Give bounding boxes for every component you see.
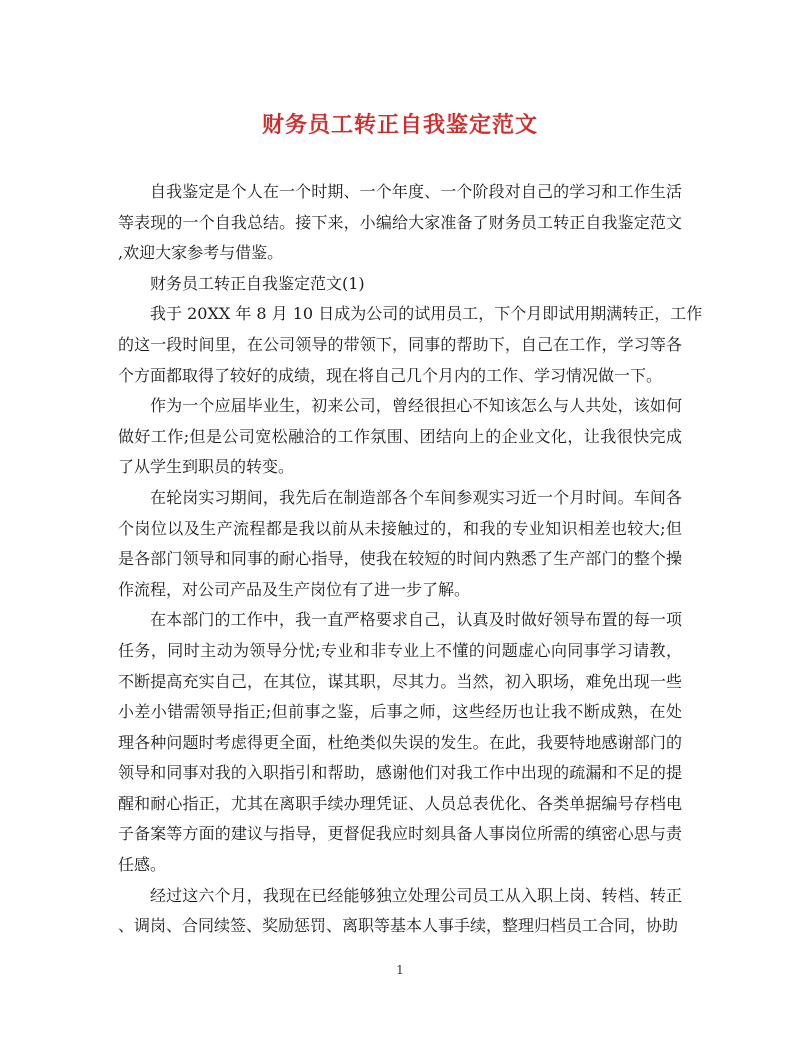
paragraph xyxy=(118,391,682,483)
text-line: 子备案等方面的建议与指导，更督促我应时刻具备人事岗位所需的缜密心思与责 xyxy=(118,824,682,844)
text-line: ,欢迎大家参考与借鉴。 xyxy=(118,243,284,263)
text-line: 领导和同事对我的入职指引和帮助，感谢他们对我工作中出现的疏漏和不足的提 xyxy=(118,763,682,783)
text-line: 作为一个应届毕业生，初来公司，曾经很担心不知该怎么与人共处，该如何 xyxy=(150,396,682,416)
text-line: 、调岗、合同续签、奖励惩罚、离职等基本人事手续，整理归档员工合同，协助 xyxy=(118,916,679,936)
document-title: 财务员工转正自我鉴定范文 xyxy=(261,112,538,138)
text-line: 醒和耐心指正，尤其在离职手续办理凭证、人员总表优化、各类单据编号存档电 xyxy=(118,793,682,813)
text-line: 个岗位以及生产流程都是我以前从未接触过的，和我的专业知识相差也较大;但 xyxy=(118,518,682,538)
text-line: 经过这六个月，我现在已经能够独立处理公司员工从入职上岗、转档、转正 xyxy=(150,885,682,905)
text-line: 个方面都取得了较好的成绩，现在将自己几个月内的工作、学习情况做一下。 xyxy=(118,365,663,385)
text-line: 财务员工转正自我鉴定范文(1) xyxy=(150,273,365,293)
text-line: 做好工作;但是公司宽松融洽的工作氛围、团结向上的企业文化，让我很快完成 xyxy=(118,426,682,446)
text-line: 理各种问题时考虑得更全面，杜绝类似失误的发生。在此，我要特地感谢部门的 xyxy=(118,732,682,752)
paragraph xyxy=(118,881,682,942)
text-line: 在本部门的工作中，我一直严格要求自己，认真及时做好领导布置的每一项 xyxy=(150,610,682,630)
paragraph xyxy=(118,177,682,269)
text-line: 我于 20XX 年 8 月 10 日成为公司的试用员工，下个月即试用期满转正，工作 xyxy=(150,304,703,324)
text-line: 小差小错需领导指正;但前事之鉴，后事之师，这些经历也让我不断成熟，在处 xyxy=(118,702,682,722)
text-line: 是各部门领导和同事的耐心指导，使我在较短的时间内熟悉了生产部门的整个操 xyxy=(118,549,682,569)
paragraph xyxy=(118,299,703,391)
text-line: 的这一段时间里，在公司领导的带领下，同事的帮助下，自己在工作，学习等各 xyxy=(118,334,682,354)
text-line: 作流程，对公司产品及生产岗位有了进一步了解。 xyxy=(118,579,471,599)
text-line: 在轮岗实习期间，我先后在制造部各个车间参观实习近一个月时间。车间各 xyxy=(150,487,682,507)
text-line: 等表现的一个自我总结。接下来，小编给大家准备了财务员工转正自我鉴定范文 xyxy=(118,212,682,232)
page-number: 1 xyxy=(396,963,404,977)
text-line: 不断提高充实自己，在其位，谋其职，尽其力。当然，初入职场，难免出现一些 xyxy=(118,671,682,691)
paragraph xyxy=(118,269,682,300)
paragraph xyxy=(118,483,682,605)
text-line: 任务，同时主动为领导分忧;专业和非专业上不懂的问题虚心向同事学习请教， xyxy=(118,640,682,660)
text-line: 了从学生到职员的转变。 xyxy=(118,457,295,477)
text-line: 任感。 xyxy=(118,855,167,875)
text-line: 自我鉴定是个人在一个时期、一个年度、一个阶段对自己的学习和工作生活 xyxy=(150,182,682,201)
paragraph xyxy=(118,605,682,880)
document-body xyxy=(118,177,703,942)
